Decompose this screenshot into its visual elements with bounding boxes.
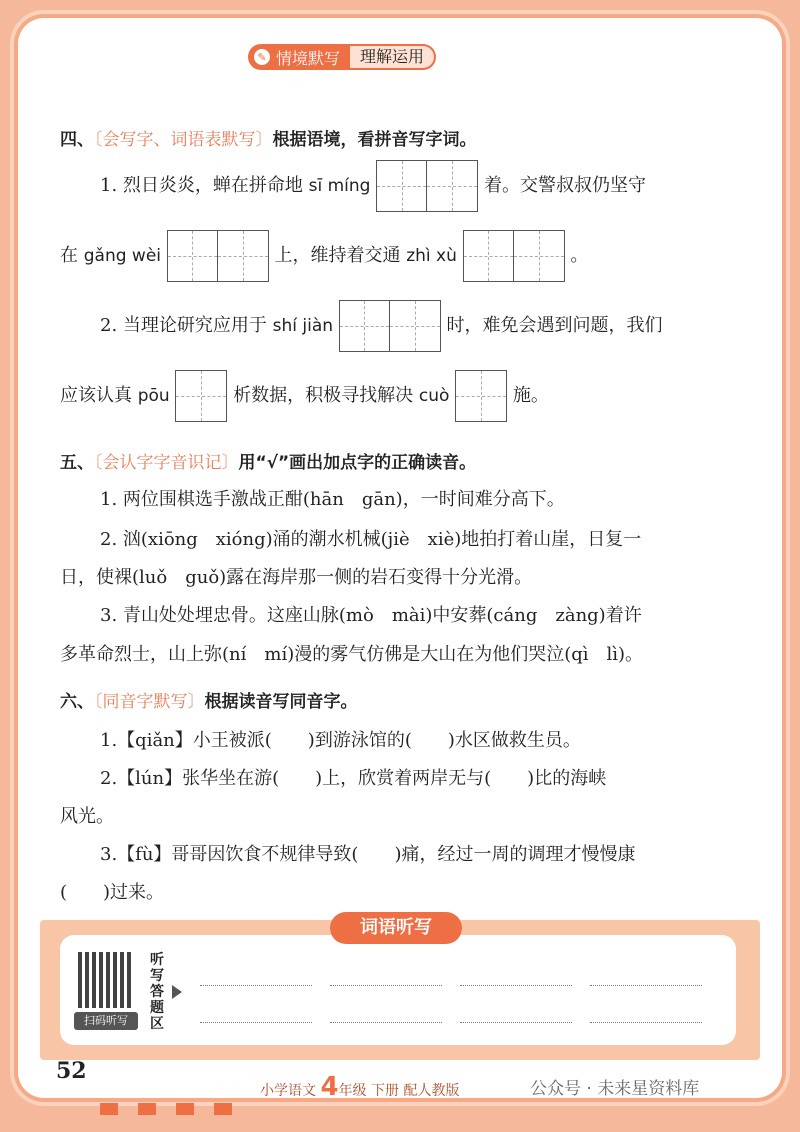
footer-term: 下册	[371, 1083, 399, 1099]
s5-line5: 多革命烈士，山上弥(ní mí)漫的雾气仿佛是大山在为他们哭泣(qì lì)。	[60, 644, 644, 665]
s5-line2: 2. 汹(xiōng xióng)涌的潮水机械(jiè xiè)地拍打着山崖，日复一	[100, 529, 642, 550]
s6-line3: 风光。	[60, 806, 114, 827]
section-5-title	[60, 448, 476, 473]
answer-grid[interactable]	[175, 370, 227, 422]
answer-grid[interactable]	[455, 370, 507, 422]
s4-q2-line2	[60, 370, 549, 422]
section-number: 六、	[60, 692, 94, 712]
text: 2. 当理论研究应用于	[100, 315, 267, 336]
answer-grid[interactable]	[376, 160, 478, 212]
text: 1. 烈日炎炎，蝉在拼命地	[100, 175, 303, 196]
section-instruction: 根据语境，看拼音写字词。	[272, 130, 477, 150]
dictation-label: 词语听写	[330, 912, 462, 944]
section-category: 〔同音字默写〕	[94, 692, 205, 712]
section-number: 四、	[60, 130, 94, 150]
section-instruction: 根据读音写同音字。	[204, 692, 358, 712]
answer-grid[interactable]	[463, 230, 565, 282]
section-instruction: 用“√”画出加点字的正确读音。	[238, 453, 477, 473]
s6-line2: 2.【lún】张华坐在游( )上，欣赏着两岸无与( )比的海峡	[100, 768, 607, 789]
text: 。	[570, 245, 589, 266]
dictation-line[interactable]	[200, 1022, 312, 1023]
s6-line4: 3.【fù】哥哥因饮食不规律导致( )痛，经过一周的调理才慢慢康	[100, 844, 636, 865]
pinyin: sī míng	[308, 176, 371, 196]
pen-icon: ✎	[254, 49, 270, 65]
qr-code-icon[interactable]	[78, 952, 134, 1008]
watermark: 公众号 · 未来星资料库	[530, 1079, 700, 1099]
footer-bars	[100, 1100, 252, 1119]
s5-line1: 1. 两位围棋选手激战正酣(hān gān)，一时间难分高下。	[100, 489, 565, 510]
section-category: 〔会写字、词语表默写〕	[94, 130, 273, 150]
text: 析数据，积极寻找解决	[233, 385, 414, 406]
dictation-line[interactable]	[590, 985, 702, 986]
dictation-line[interactable]	[460, 1022, 572, 1023]
answer-grid[interactable]	[167, 230, 269, 282]
pinyin: cuò	[418, 386, 450, 406]
section-header-tag	[248, 44, 436, 70]
s4-q2-line1	[100, 300, 663, 352]
section-category: 〔会认字字音识记〕	[94, 453, 239, 473]
text: 施。	[512, 385, 549, 406]
pinyin: pōu	[137, 386, 170, 406]
s4-q1-line2	[60, 230, 588, 282]
section-number: 五、	[60, 453, 94, 473]
s4-q1-line1	[100, 160, 646, 212]
tag-primary	[248, 44, 350, 70]
answer-area-label: 听写答题区	[150, 952, 164, 1032]
s5-line3: 日，使裸(luǒ guǒ)露在海岸那一侧的岩石变得十分光滑。	[60, 567, 533, 588]
s5-line4: 3. 青山处处埋忠骨。这座山脉(mò mài)中安葬(cáng zàng)着许	[100, 605, 642, 626]
text: 时，难免会遇到问题，我们	[446, 315, 663, 336]
pinyin: zhì xù	[406, 246, 457, 266]
dictation-line[interactable]	[330, 985, 442, 986]
section-6-title	[60, 687, 358, 712]
pinyin: gǎng wèi	[83, 246, 161, 266]
text: 应该认真	[60, 385, 132, 406]
footer-grade: 年级	[338, 1083, 367, 1099]
section-4-title	[60, 125, 477, 150]
text: 着。交警叔叔仍坚守	[483, 175, 646, 196]
footer-grade-number: 4	[320, 1072, 339, 1102]
dictation-line[interactable]	[330, 1022, 442, 1023]
s6-line1: 1.【qiǎn】小王被派( )到游泳馆的( )水区做救生员。	[100, 730, 581, 751]
dictation-line[interactable]	[590, 1022, 702, 1023]
footer-info	[260, 1072, 459, 1102]
dictation-line[interactable]	[200, 985, 312, 986]
answer-grid[interactable]	[339, 300, 441, 352]
text: 在	[60, 245, 78, 266]
page-number: 52	[56, 1058, 87, 1084]
footer-subject: 小学语文	[260, 1083, 316, 1099]
qr-tag[interactable]: 扫码听写	[74, 1012, 138, 1030]
footer-edition: 配人教版	[403, 1083, 460, 1099]
text: 上，维持着交通	[274, 245, 401, 266]
arrow-right-icon	[172, 985, 182, 999]
pinyin: shí jiàn	[272, 316, 334, 336]
tag-primary-label: 情境默写	[276, 48, 341, 68]
dictation-line[interactable]	[460, 985, 572, 986]
tag-secondary: 理解运用	[350, 44, 436, 70]
s6-line5: ( )过来。	[60, 882, 165, 903]
